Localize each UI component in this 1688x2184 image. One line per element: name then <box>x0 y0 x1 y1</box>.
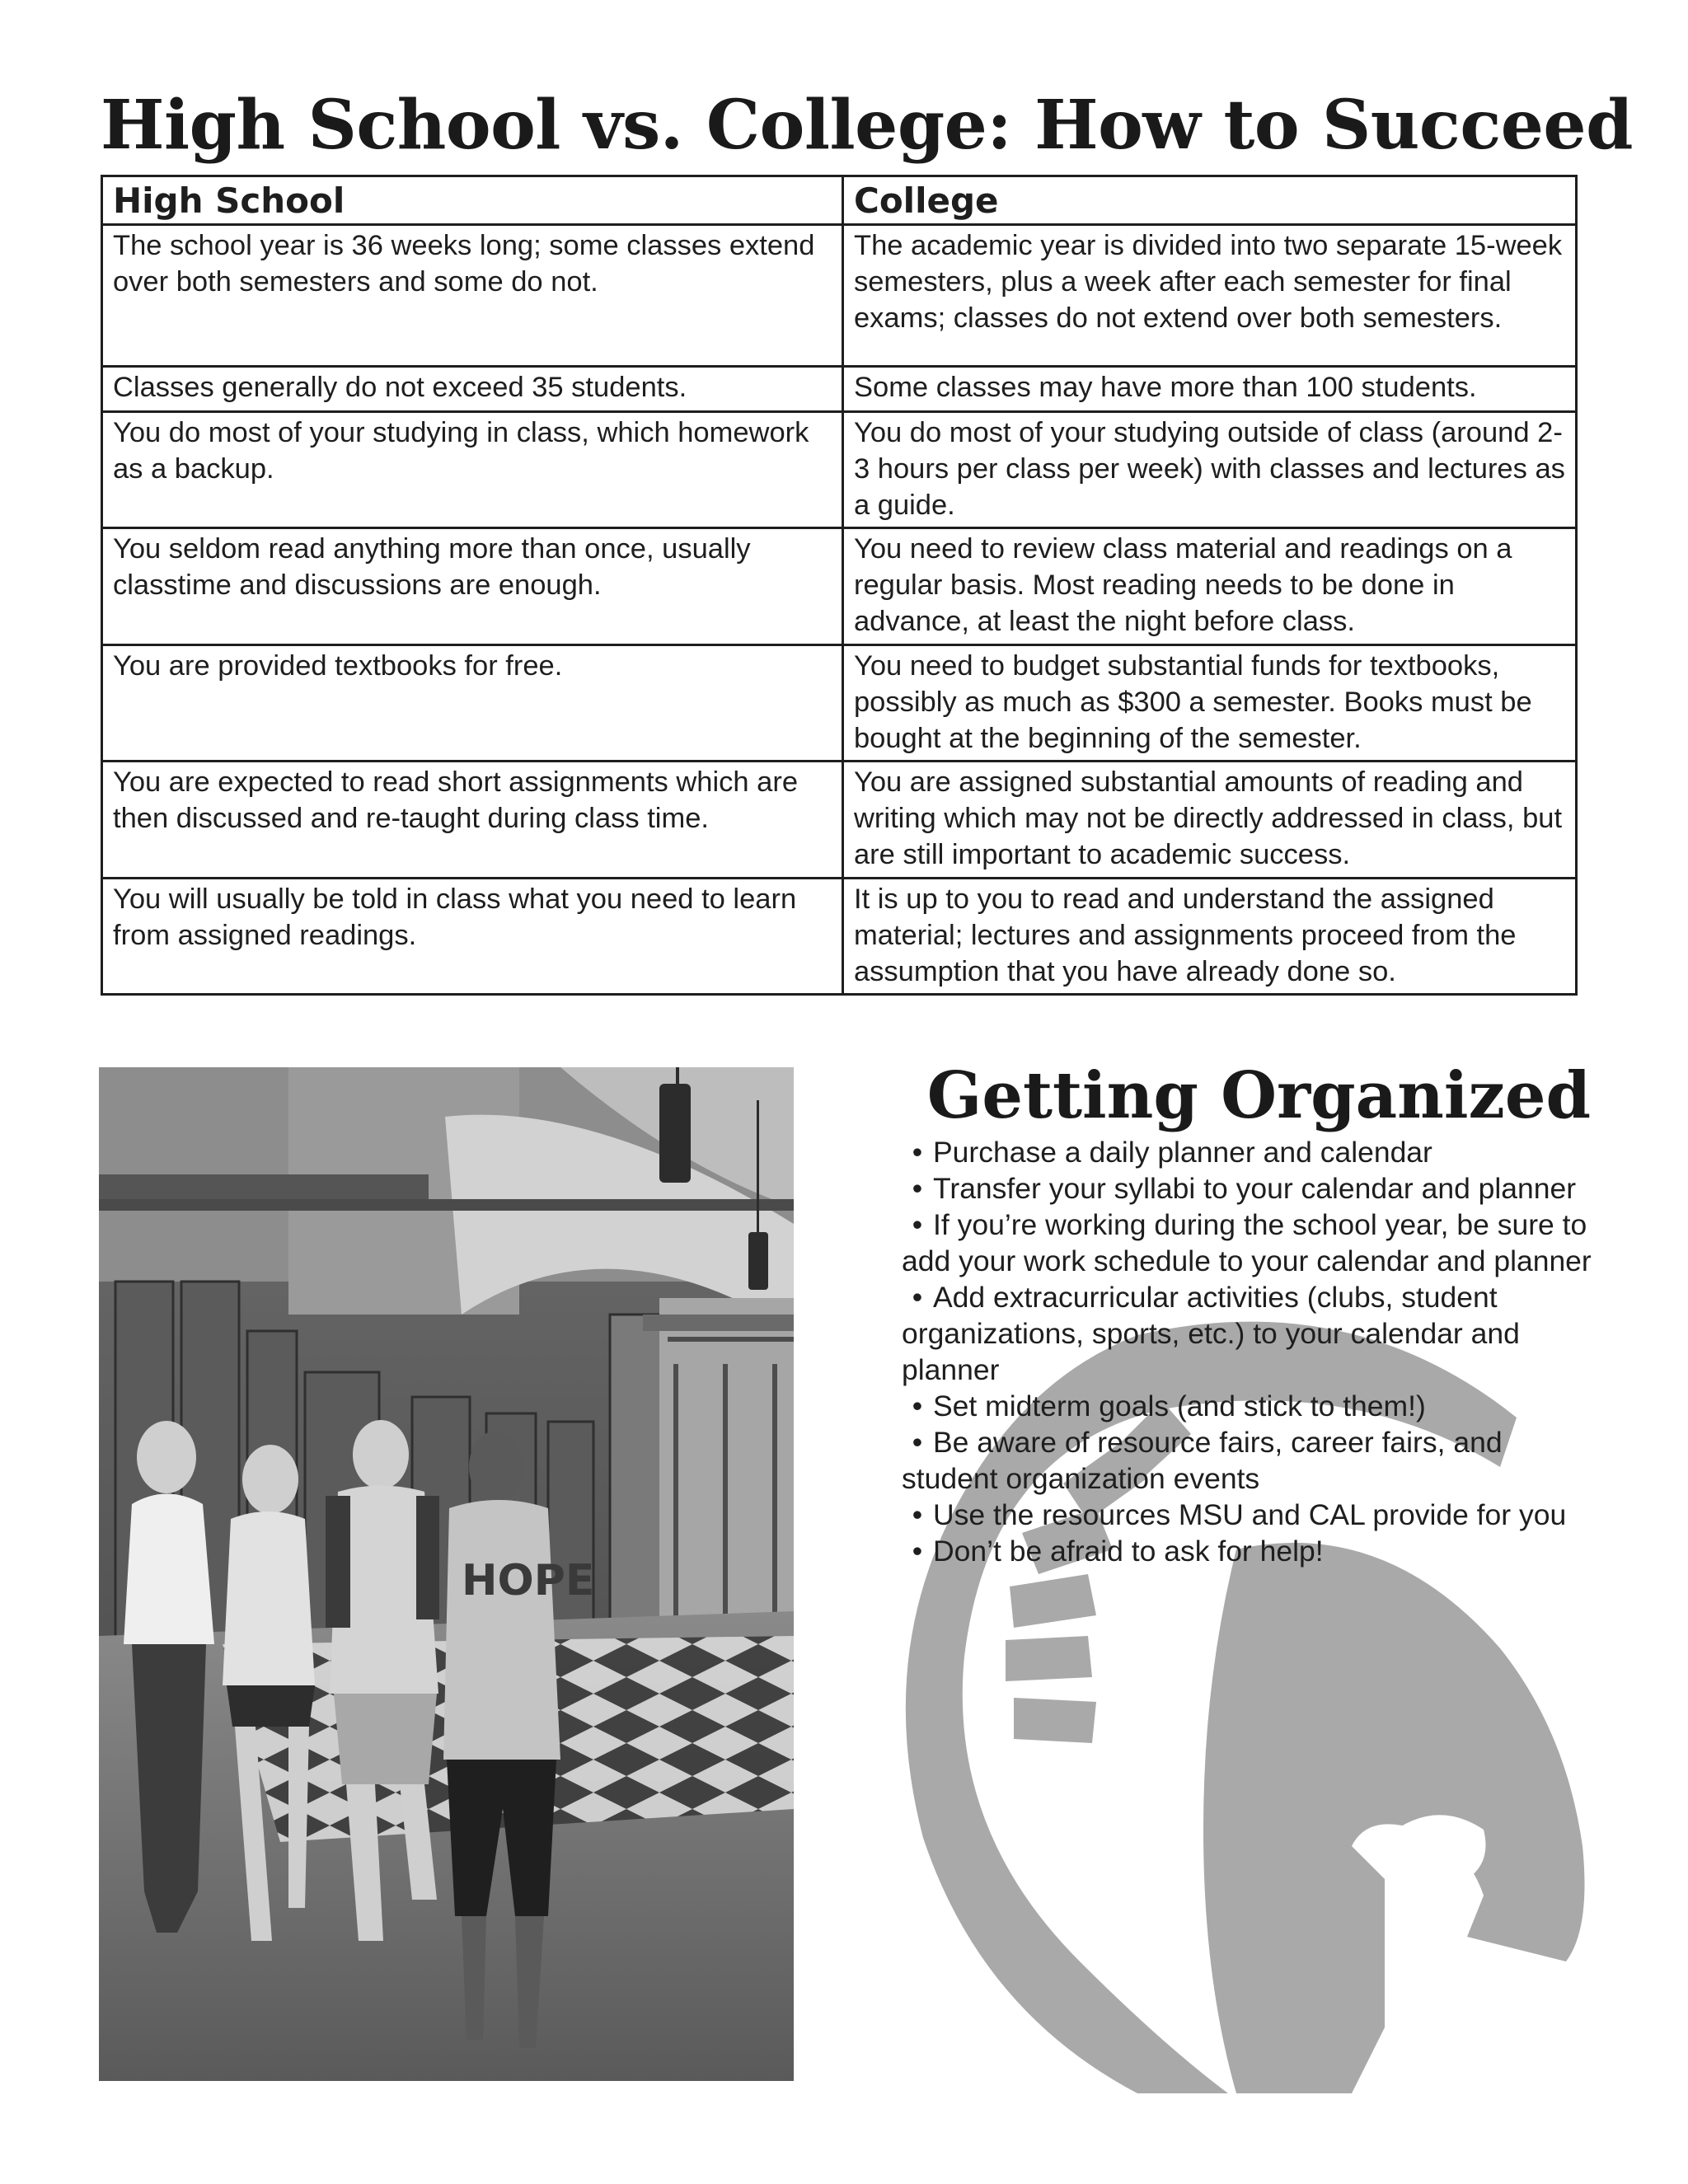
bullet-icon: • <box>912 1172 923 1205</box>
students-hallway-photo <box>99 1067 794 2081</box>
shirt-print-hope: HOPE <box>462 1556 595 1605</box>
college-cell: Some classes may have more than 100 students. <box>843 367 1577 412</box>
college-cell: You need to review class material and readings on a regular basis. Most reading needs to be done in advance, at least the night before class. <box>843 528 1577 645</box>
bullet-icon: • <box>912 1281 923 1314</box>
list-item <box>902 1279 1596 1388</box>
high-school-cell: The school year is 36 weeks long; some classes extend over both semesters and some do not. <box>102 225 843 367</box>
high-school-cell: Classes generally do not exceed 35 students. <box>102 367 843 412</box>
list-item <box>902 1424 1596 1497</box>
list-item-text: Be aware of resource fairs, career fairs, and student organization events <box>902 1426 1503 1495</box>
list-item <box>902 1388 1596 1424</box>
bullet-icon: • <box>912 1426 923 1459</box>
bullet-icon: • <box>912 1535 923 1568</box>
list-item-text: Set midterm goals (and stick to them!) <box>933 1390 1426 1422</box>
comparison-table <box>101 175 1578 996</box>
high-school-cell: You do most of your studying in class, which homework as a backup. <box>102 412 843 528</box>
column-header-college: College <box>843 176 1577 225</box>
bullet-icon: • <box>912 1390 923 1422</box>
table-row <box>102 762 1577 879</box>
table-row <box>102 412 1577 528</box>
getting-organized-list <box>902 1134 1596 1569</box>
list-item-text: Don’t be afraid to ask for help! <box>933 1535 1324 1568</box>
page-title: High School vs. College: How to Succeed <box>101 86 1633 165</box>
table-row <box>102 225 1577 367</box>
college-cell: It is up to you to read and understand the assigned material; lectures and assignments proceed from the assumption that you have already done so. <box>843 879 1577 995</box>
bullet-icon: • <box>912 1136 923 1169</box>
table-row <box>102 528 1577 645</box>
list-item <box>902 1533 1596 1569</box>
list-item-text: Use the resources MSU and CAL provide for you <box>933 1498 1567 1531</box>
list-item <box>902 1134 1596 1170</box>
college-cell: You need to budget substantial funds for textbooks, possibly as much as $300 a semester. Books must be bought at the beginning of the semester. <box>843 645 1577 762</box>
college-cell: You do most of your studying outside of class (around 2-3 hours per class per week) with classes and lectures as a guide. <box>843 412 1577 528</box>
high-school-cell: You are provided textbooks for free. <box>102 645 843 762</box>
column-header-high-school: High School <box>102 176 843 225</box>
table-row <box>102 879 1577 995</box>
college-cell: You are assigned substantial amounts of reading and writing which may not be directly addressed in class, but are still important to academic success. <box>843 762 1577 879</box>
high-school-cell: You seldom read anything more than once, usually classtime and discussions are enough. <box>102 528 843 645</box>
high-school-cell: You are expected to read short assignments which are then discussed and re-taught during class time. <box>102 762 843 879</box>
table-row <box>102 645 1577 762</box>
college-cell: The academic year is divided into two separate 15-week semesters, plus a week after each semester for final exams; classes do not extend over both semesters. <box>843 225 1577 367</box>
table-row <box>102 367 1577 412</box>
bullet-icon: • <box>912 1208 923 1241</box>
bullet-icon: • <box>912 1498 923 1531</box>
table-header-row <box>102 176 1577 225</box>
getting-organized-title: Getting Organized <box>926 1058 1591 1133</box>
list-item <box>902 1170 1596 1207</box>
high-school-cell: You will usually be told in class what you need to learn from assigned readings. <box>102 879 843 995</box>
list-item-text: If you’re working during the school year, be sure to add your work schedule to your calendar and planner <box>902 1208 1592 1277</box>
list-item <box>902 1497 1596 1533</box>
list-item-text: Transfer your syllabi to your calendar and planner <box>933 1172 1577 1205</box>
list-item-text: Purchase a daily planner and calendar <box>933 1136 1432 1169</box>
list-item <box>902 1207 1596 1279</box>
list-item-text: Add extracurricular activities (clubs, student organizations, sports, etc.) to your calendar and planner <box>902 1281 1520 1386</box>
